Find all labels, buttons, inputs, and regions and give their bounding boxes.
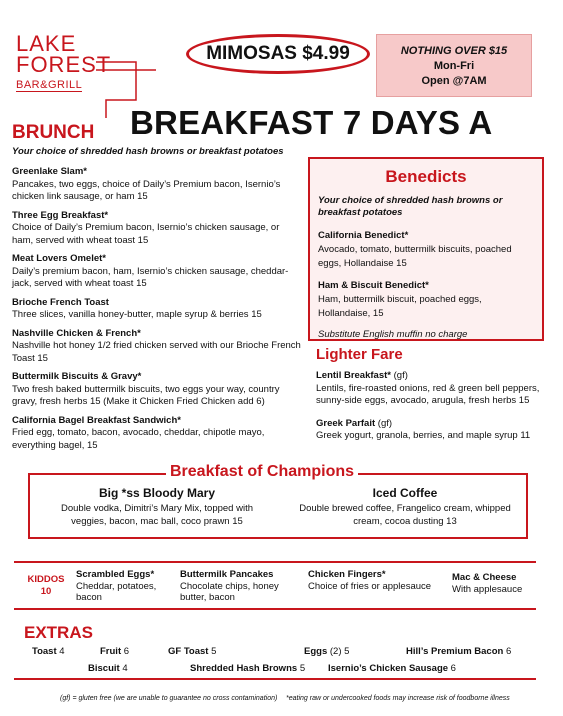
item-name: Fruit [100, 646, 122, 657]
promo-line-2: Mon-Fri [433, 60, 475, 72]
brunch-list [12, 166, 302, 458]
item-name: California Bagel Breakfast Sandwich* [12, 414, 181, 426]
item-qty: (2) [329, 646, 342, 657]
lighter-fare-heading: Lighter Fare [316, 346, 403, 363]
item-name: Greek Parfait [316, 417, 376, 429]
item-price: 5 [344, 646, 350, 657]
kiddos-title: KIDDOS [27, 574, 65, 585]
item-name: Big *ss Bloody Mary [98, 486, 216, 500]
menu-item [452, 572, 542, 595]
item-tag: (gf) [375, 417, 393, 429]
item-price: 5 [211, 646, 217, 657]
item-name: Brioche French Toast [12, 296, 109, 308]
item-name: Chicken Fingers* [308, 569, 386, 580]
menu-item [318, 279, 534, 321]
item-name: Lentil Breakfast* [316, 370, 391, 381]
extra-item [304, 646, 349, 657]
item-name: Isernio’s Chicken Sausage [328, 663, 449, 674]
item-name: Iced Coffee [372, 486, 438, 500]
item-desc: Choice of fries or applesauce [308, 580, 432, 592]
item-name: Biscuit [88, 663, 120, 674]
extra-item [190, 663, 305, 674]
promo-line-3: Open @7AM [421, 75, 487, 87]
item-desc: With applesauce [452, 583, 523, 595]
item-name: Shredded Hash Browns [190, 663, 298, 674]
divider [14, 561, 536, 563]
benedicts-box [308, 157, 544, 341]
logo-line-1: LAKE [16, 31, 77, 56]
brunch-subtitle: Your choice of shredded hash browns or breakfast potatoes [12, 146, 284, 157]
item-name: Mac & Cheese [452, 572, 517, 583]
benedicts-note: Substitute English muffin no charge [318, 329, 468, 340]
menu-item [12, 297, 302, 322]
item-name: California Benedict* [318, 230, 409, 241]
item-name: Greenlake Slam* [12, 166, 87, 177]
item-name: Ham & Biscuit Benedict* [318, 280, 429, 291]
menu-item [316, 370, 546, 408]
logo-line-2: FOREST [16, 51, 112, 77]
item-price: 5 [299, 663, 306, 674]
item-name: GF Toast [168, 646, 209, 657]
item-desc: Fried egg, tomato, bacon, avocado, cheddar, chipotle mayo, everything bagel, 15 [12, 427, 265, 451]
item-name: Nashville Chicken & French* [12, 327, 141, 339]
item-name: Hill’s Premium Bacon [406, 646, 504, 657]
champions-heading: Breakfast of Champions [166, 463, 358, 481]
extra-item [88, 663, 128, 674]
promo-line-1: NOTHING OVER $15 [400, 45, 508, 57]
extra-item [100, 646, 129, 657]
item-desc: Double vodka, Dimitri’s Mary Mix, topped with veggies, bacon, mac ball, coco prawn 15 [60, 503, 253, 527]
item-desc: Chocolate chips, honey butter, bacon [180, 580, 279, 603]
extra-item [32, 646, 65, 657]
item-price: 6 [123, 646, 130, 657]
item-name: Toast [32, 646, 57, 657]
item-price: 4 [122, 663, 128, 674]
menu-item [308, 569, 438, 592]
item-tag: (gf) [390, 370, 408, 381]
page-title: BREAKFAST 7 DAYS A [130, 104, 493, 141]
divider [14, 678, 536, 680]
item-name: Eggs [304, 646, 328, 657]
menu-item [12, 253, 302, 291]
restaurant-logo [16, 31, 112, 92]
extra-item [406, 646, 511, 657]
kiddos-label [24, 574, 68, 598]
item-name: Buttermilk Pancakes [180, 569, 274, 580]
menu-item [12, 371, 302, 409]
menu-item [290, 487, 520, 528]
benedicts-subtitle: Your choice of shredded hash browns or breakfast potatoes [318, 195, 503, 218]
extra-item [328, 663, 456, 674]
item-desc: Nashville hot honey 1/2 fried chicken served with our Brioche French Toast 15 [12, 340, 301, 364]
brunch-heading: BRUNCH [12, 122, 95, 143]
item-name: Scrambled Eggs* [76, 569, 155, 580]
footer-raw-food-note: *eating raw or undercooked foods may increase risk of foodborne illness [286, 695, 510, 702]
item-name: Meat Lovers Omelet* [12, 253, 106, 264]
menu-item [12, 166, 302, 204]
extra-item [168, 646, 216, 657]
benedicts-heading: Benedicts [385, 167, 467, 186]
item-desc: Cheddar, potatoes, bacon [76, 580, 157, 603]
item-price: 4 [59, 646, 65, 657]
mimosas-badge: MIMOSAS $4.99 [186, 34, 370, 74]
item-desc: Lentils, fire-roasted onions, red & green bell peppers, sunny-side eggs, avocado, arugula, fresh herbs 15 [316, 382, 540, 406]
menu-item [12, 328, 302, 366]
item-desc: Greek yogurt, granola, berries, and maple syrup 11 [316, 430, 531, 441]
menu-item [180, 569, 290, 604]
menu-item [12, 210, 302, 248]
item-desc: Pancakes, two eggs, choice of Daily’s Premium bacon, Isernio’s chicken link sausage, or ham 15 [12, 178, 281, 202]
menu-item [316, 418, 546, 443]
item-price: 6 [505, 646, 512, 657]
footer-gluten-note: (gf) = gluten free (we are unable to guarantee no cross contamination) [60, 695, 278, 702]
menu-item [42, 487, 272, 528]
item-desc: Double brewed coffee, Frangelico cream, whipped cream, cocoa dusting 13 [299, 503, 511, 527]
menu-item [76, 569, 168, 604]
item-desc: Three slices, vanilla honey-butter, maple syrup & berries 15 [12, 309, 262, 320]
item-desc: Avocado, tomato, buttermilk biscuits, poached eggs, Hollandaise 15 [318, 244, 512, 269]
promo-box [376, 34, 532, 97]
item-price: 6 [450, 663, 456, 674]
item-desc: Daily’s premium bacon, ham, Isernio’s chicken sausage, cheddar-jack, served with wheat toast 15 [12, 265, 289, 289]
kiddos-price: 10 [40, 586, 52, 597]
logo-line-3: BAR&GRILL [16, 78, 83, 91]
menu-item [318, 229, 534, 271]
item-name: Three Egg Breakfast* [12, 209, 109, 221]
lighter-fare-list [316, 370, 546, 453]
item-desc: Choice of Daily’s Premium bacon, Isernio’s chicken sausage, or ham, served with wheat toast 15 [12, 222, 280, 246]
menu-item [12, 415, 302, 453]
divider [14, 608, 536, 610]
item-name: Buttermilk Biscuits & Gravy* [12, 371, 142, 382]
item-desc: Two fresh baked buttermilk biscuits, two eggs your way, country gravy, fresh herbs 15 (Make it Chicken Fried Chicken add 6) [12, 383, 280, 407]
extras-heading: EXTRAS [24, 623, 93, 642]
item-desc: Ham, buttermilk biscuit, poached eggs, Hollandaise, 15 [318, 294, 482, 319]
